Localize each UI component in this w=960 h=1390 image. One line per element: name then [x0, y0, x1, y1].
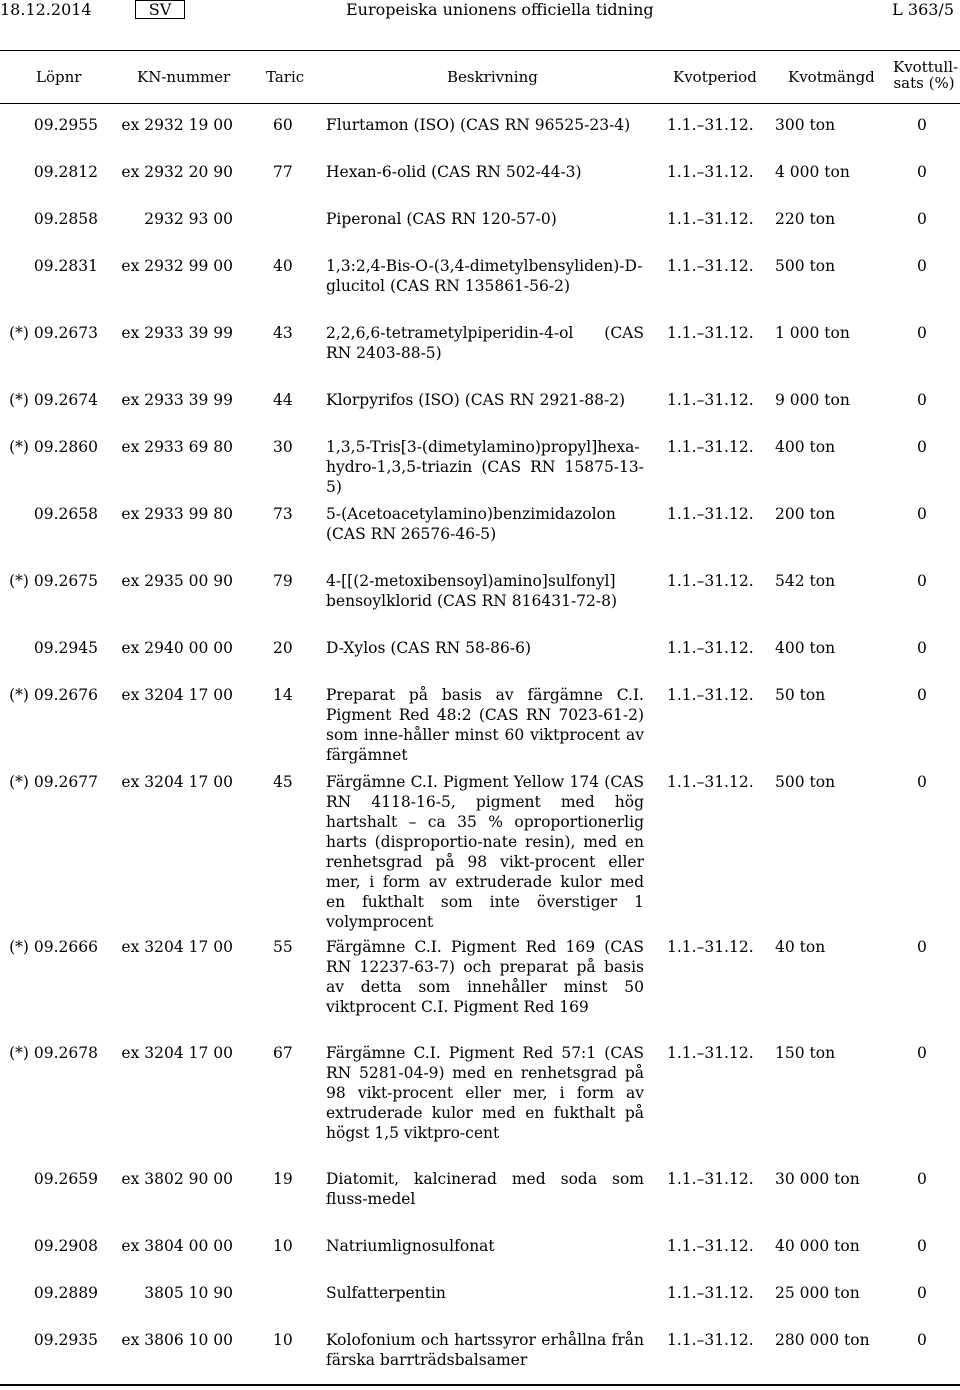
cell-period: 1.1.–31.12.	[667, 324, 754, 342]
cell-desc: Preparat på basis av färgämne C.I. Pigment Red 48:2 (CAS RN 7023-61-2) som inne-håller minst 60 viktprocent av färgämnet	[326, 686, 644, 764]
cell-desc: Flurtamon (ISO) (CAS RN 96525-23-4)	[326, 116, 631, 134]
cell-lopnr: (*) 09.2676	[9, 686, 98, 704]
cell-mangd: 150 ton	[775, 1044, 836, 1062]
cell-mangd: 25 000 ton	[775, 1284, 860, 1302]
cell-desc: 1,3,5-Tris[3-(dimetylamino)propyl]hexa-hydro-1,3,5-triazin (CAS RN 15875-13-5)	[326, 438, 644, 496]
cell-taric: 45	[273, 773, 293, 791]
cell-mangd: 400 ton	[775, 438, 836, 456]
cell-sats: 0	[917, 639, 927, 657]
cell-period: 1.1.–31.12.	[667, 1237, 754, 1255]
cell-desc: Färgämne C.I. Pigment Yellow 174 (CAS RN 4118-16-5, pigment med hög hartshalt – ca 35 % oproportionerlig harts (disproportio-nate resin), med en renhetsgrad på 98 vikt-procent eller mer, i form av extruderade kulor med en fukthalt som inte överstiger 1 volymprocent	[326, 773, 644, 931]
cell-period: 1.1.–31.12.	[667, 938, 754, 956]
cell-mangd: 200 ton	[775, 505, 836, 523]
cell-desc: Natriumlignosulfonat	[326, 1237, 495, 1255]
cell-sats: 0	[917, 505, 927, 523]
column-header-kvotmangd: Kvotmängd	[788, 68, 875, 86]
cell-period: 1.1.–31.12.	[667, 163, 754, 181]
cell-lopnr: 09.2889	[33, 1284, 98, 1302]
cell-mangd: 500 ton	[775, 257, 836, 275]
cell-kn: ex 2933 69 80	[121, 438, 233, 456]
cell-kn: 3805 10 90	[144, 1284, 233, 1302]
cell-kn: ex 3802 90 00	[121, 1170, 233, 1188]
cell-mangd: 1 000 ton	[775, 324, 850, 342]
publication-date: 18.12.2014	[0, 0, 92, 19]
cell-lopnr: 09.2955	[33, 116, 98, 134]
cell-lopnr: 09.2659	[33, 1170, 98, 1188]
cell-desc: D-Xylos (CAS RN 58-86-6)	[326, 639, 531, 657]
cell-kn: ex 3806 10 00	[121, 1331, 233, 1349]
cell-kn: ex 2933 39 99	[121, 391, 233, 409]
cell-taric: 73	[273, 505, 293, 523]
cell-lopnr: (*) 09.2666	[9, 938, 98, 956]
cell-desc: Klorpyrifos (ISO) (CAS RN 2921-88-2)	[326, 391, 626, 409]
cell-desc: Sulfatterpentin	[326, 1284, 446, 1302]
cell-desc: Kolofonium och hartssyror erhållna från färska barrträdsbalsamer	[326, 1331, 644, 1369]
cell-period: 1.1.–31.12.	[667, 257, 754, 275]
cell-lopnr: (*) 09.2674	[9, 391, 98, 409]
cell-mangd: 9 000 ton	[775, 391, 850, 409]
cell-taric: 19	[273, 1170, 293, 1188]
cell-lopnr: (*) 09.2860	[9, 438, 98, 456]
cell-taric: 10	[273, 1331, 293, 1349]
cell-taric: 14	[273, 686, 293, 704]
cell-taric: 67	[273, 1044, 293, 1062]
cell-taric: 44	[273, 391, 293, 409]
cell-kn: ex 2933 39 99	[121, 324, 233, 342]
kvottullsats-line1: Kvottull-	[893, 58, 959, 76]
column-header-kvottullsats	[893, 58, 959, 92]
page-header	[0, 0, 960, 20]
cell-kn: 2932 93 00	[144, 210, 233, 228]
cell-period: 1.1.–31.12.	[667, 116, 754, 134]
kvottullsats-line2: sats (%)	[893, 74, 955, 92]
cell-taric: 30	[273, 438, 293, 456]
cell-mangd: 40 000 ton	[775, 1237, 860, 1255]
cell-kn: ex 3204 17 00	[121, 938, 233, 956]
cell-sats: 0	[917, 1331, 927, 1349]
cell-period: 1.1.–31.12.	[667, 505, 754, 523]
cell-mangd: 400 ton	[775, 639, 836, 657]
cell-desc: Piperonal (CAS RN 120-57-0)	[326, 210, 557, 228]
cell-period: 1.1.–31.12.	[667, 686, 754, 704]
cell-lopnr: 09.2908	[33, 1237, 98, 1255]
cell-lopnr: (*) 09.2675	[9, 572, 98, 590]
cell-period: 1.1.–31.12.	[667, 1044, 754, 1062]
cell-period: 1.1.–31.12.	[667, 391, 754, 409]
cell-sats: 0	[917, 1284, 927, 1302]
cell-sats: 0	[917, 572, 927, 590]
column-header-kn-nummer: KN-nummer	[137, 68, 231, 86]
cell-taric: 43	[273, 324, 293, 342]
cell-desc: 4-[[(2-metoxibensoyl)amino]sulfonyl] bensoylklorid (CAS RN 816431-72-8)	[326, 572, 618, 610]
cell-mangd: 4 000 ton	[775, 163, 850, 181]
cell-sats: 0	[917, 438, 927, 456]
column-header-lopnr: Löpnr	[36, 68, 82, 86]
cell-mangd: 500 ton	[775, 773, 836, 791]
cell-taric: 79	[273, 572, 293, 590]
cell-taric: 10	[273, 1237, 293, 1255]
cell-lopnr: 09.2831	[33, 257, 98, 275]
cell-sats: 0	[917, 1044, 927, 1062]
cell-desc: Färgämne C.I. Pigment Red 169 (CAS RN 12237-63-7) och preparat på basis av detta som innehåller minst 50 viktprocent C.I. Pigment Red 169	[326, 938, 644, 1016]
cell-kn: ex 3804 00 00	[121, 1237, 233, 1255]
cell-lopnr: 09.2945	[33, 639, 98, 657]
cell-taric: 40	[273, 257, 293, 275]
cell-kn: ex 3204 17 00	[121, 686, 233, 704]
cell-period: 1.1.–31.12.	[667, 1170, 754, 1188]
cell-mangd: 40 ton	[775, 938, 826, 956]
cell-desc: 5-(Acetoacetylamino)benzimidazolon (CAS RN 26576-46-5)	[326, 505, 616, 543]
cell-mangd: 280 000 ton	[775, 1331, 870, 1349]
cell-kn: ex 2935 00 90	[121, 572, 233, 590]
cell-period: 1.1.–31.12.	[667, 438, 754, 456]
cell-desc: 2,2,6,6-tetrametylpiperidin-4-ol (CAS RN 2403-88-5)	[326, 324, 644, 362]
language-badge: SV	[135, 0, 185, 19]
cell-lopnr: (*) 09.2678	[9, 1044, 98, 1062]
cell-taric: 77	[273, 163, 293, 181]
cell-sats: 0	[917, 324, 927, 342]
cell-lopnr: (*) 09.2677	[9, 773, 98, 791]
cell-period: 1.1.–31.12.	[667, 639, 754, 657]
cell-period: 1.1.–31.12.	[667, 572, 754, 590]
cell-sats: 0	[917, 210, 927, 228]
cell-taric: 60	[273, 116, 293, 134]
quota-table	[0, 50, 960, 104]
cell-desc: Hexan-6-olid (CAS RN 502-44-3)	[326, 163, 582, 181]
cell-lopnr: (*) 09.2673	[9, 324, 98, 342]
cell-kn: ex 3204 17 00	[121, 773, 233, 791]
column-header-taric: Taric	[266, 68, 305, 86]
cell-sats: 0	[917, 1170, 927, 1188]
cell-lopnr: 09.2858	[33, 210, 98, 228]
cell-sats: 0	[917, 1237, 927, 1255]
journal-title: Europeiska unionens officiella tidning	[346, 0, 654, 19]
cell-taric: 20	[273, 639, 293, 657]
table-header	[0, 50, 960, 104]
cell-mangd: 220 ton	[775, 210, 836, 228]
cell-lopnr: 09.2812	[33, 163, 98, 181]
cell-period: 1.1.–31.12.	[667, 1284, 754, 1302]
cell-sats: 0	[917, 773, 927, 791]
cell-lopnr: 09.2935	[33, 1331, 98, 1349]
cell-lopnr: 09.2658	[33, 505, 98, 523]
cell-sats: 0	[917, 686, 927, 704]
cell-period: 1.1.–31.12.	[667, 210, 754, 228]
cell-desc: Diatomit, kalcinerad med soda som fluss-medel	[326, 1170, 644, 1208]
cell-desc: 1,3:2,4-Bis-O-(3,4-dimetylbensyliden)-D-glucitol (CAS RN 135861-56-2)	[326, 257, 643, 295]
cell-period: 1.1.–31.12.	[667, 1331, 754, 1349]
cell-mangd: 542 ton	[775, 572, 836, 590]
cell-kn: ex 2940 00 00	[121, 639, 233, 657]
cell-taric: 55	[273, 938, 293, 956]
bottom-rule	[0, 1384, 960, 1386]
page-number: L 363/5	[892, 0, 954, 19]
cell-sats: 0	[917, 257, 927, 275]
column-header-beskrivning: Beskrivning	[447, 68, 538, 86]
cell-period: 1.1.–31.12.	[667, 773, 754, 791]
column-header-kvotperiod: Kvotperiod	[673, 68, 757, 86]
cell-kn: ex 2932 20 90	[121, 163, 233, 181]
cell-mangd: 300 ton	[775, 116, 836, 134]
cell-kn: ex 2933 99 80	[121, 505, 233, 523]
cell-sats: 0	[917, 391, 927, 409]
cell-desc: Färgämne C.I. Pigment Red 57:1 (CAS RN 5281-04-9) med en renhetsgrad på 98 vikt-procent eller mer, i form av extruderade kulor med en fukthalt på högst 1,5 viktpro-cent	[326, 1044, 644, 1142]
cell-mangd: 50 ton	[775, 686, 826, 704]
cell-kn: ex 3204 17 00	[121, 1044, 233, 1062]
cell-sats: 0	[917, 938, 927, 956]
cell-sats: 0	[917, 116, 927, 134]
cell-kn: ex 2932 19 00	[121, 116, 233, 134]
cell-kn: ex 2932 99 00	[121, 257, 233, 275]
cell-sats: 0	[917, 163, 927, 181]
cell-mangd: 30 000 ton	[775, 1170, 860, 1188]
